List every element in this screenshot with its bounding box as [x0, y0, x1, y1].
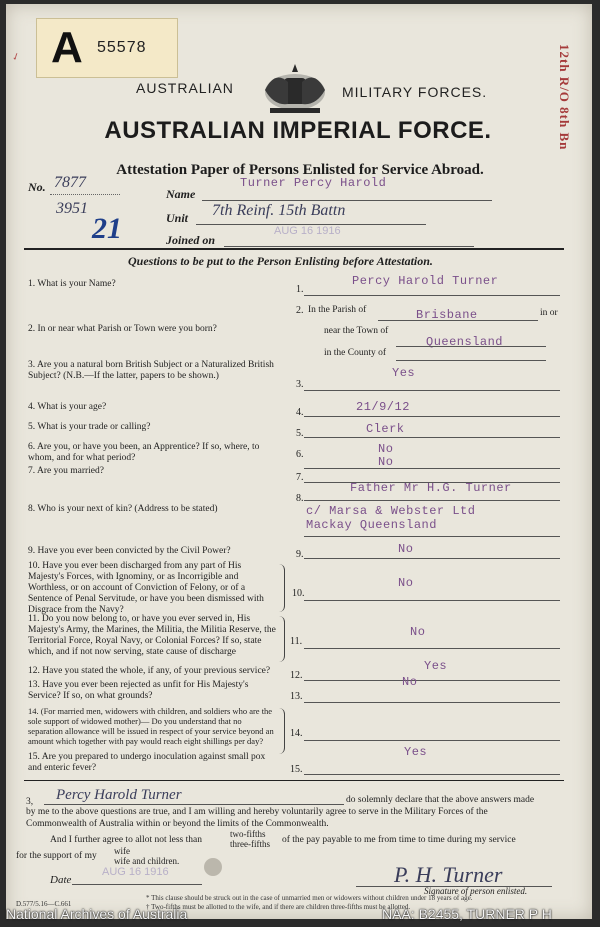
archive-stamp: [36, 18, 178, 78]
embossed-seal: [204, 858, 222, 876]
answer-1: Percy Harold Turner: [352, 274, 499, 288]
question-10: 10. Have you ever been discharged from any part of His Majesty's Forces, with Ignominy, or as Incorrigible and Worthless, or on account of Conviction of Felony, or of a Sentence of Penal Servitude, or have you been dismissed with Disgrace from the Navy?: [28, 561, 264, 615]
name-value: Turner Percy Harold: [240, 176, 387, 190]
question-1: 1. What is your Name?: [28, 279, 116, 289]
unit-label: Unit: [166, 211, 189, 225]
declaration-signer: Percy Harold Turner: [56, 787, 182, 803]
declaration-num: 3,: [26, 797, 34, 807]
name-label: Name: [166, 187, 196, 201]
joined-label: Joined on: [166, 233, 216, 247]
answer-13: No: [402, 675, 418, 689]
question-12: 12. Have you stated the whole, if any, of your previous service?: [28, 666, 271, 676]
answer-8-line3: Mackay Queensland: [306, 518, 437, 532]
document-subtitle: Attestation Paper of Persons Enlisted for Service Abroad.: [116, 162, 484, 178]
red-corner-mark: ✓: [10, 50, 23, 65]
town-label: near the Town of: [324, 326, 389, 336]
no-value-3: 21: [92, 212, 122, 245]
unit-value: 7th Reinf. 15th Battn: [212, 202, 346, 219]
document-title: AUSTRALIAN IMPERIAL FORCE.: [104, 117, 492, 144]
stamp-letter: A: [51, 23, 83, 72]
question-8: 8. Who is your next of kin? (Address to be stated): [28, 504, 218, 514]
form-code: D.577/5.16—C.661: [16, 900, 72, 908]
watermark-right: NAA: B2455, TURNER P H: [382, 906, 552, 922]
question-9: 9. Have you ever been convicted by the Civil Power?: [28, 546, 231, 556]
town-value: Queensland: [426, 335, 504, 349]
signature-label: Signature of person enlisted.: [424, 886, 528, 896]
question-6: 6. Are you, or have you been, an Apprentice? If so, where, to whom, and for what period?: [28, 442, 260, 463]
answer-11: No: [410, 625, 426, 639]
answer-5: Clerk: [366, 422, 405, 436]
question-5: 5. What is your trade or calling?: [28, 422, 151, 432]
question-3: 3. Are you a natural born British Subject or a Naturalized British Subject? (N.B.—If the latter, papers to be shown.): [28, 360, 274, 381]
answer-3: Yes: [392, 366, 416, 380]
stamp-number: 55578: [97, 39, 147, 56]
footnote-1: * This clause should be struck out in the case of unmarried men or widowers without children under 18 years of age.: [146, 894, 473, 902]
question-15: 15. Are you prepared to undergo inoculation against small pox and enteric fever?: [28, 752, 266, 773]
watermark-left: National Archives of Australia: [6, 906, 188, 922]
signature: P. H. Turner: [394, 862, 503, 887]
answer-6b: No: [378, 455, 394, 469]
answer-9: No: [398, 542, 414, 556]
no-value-2: 3951: [56, 200, 88, 217]
answer-4: 21/9/12: [356, 400, 410, 414]
answer-12: Yes: [424, 659, 448, 673]
no-label: No.: [28, 180, 46, 194]
county-label: in the County of: [324, 348, 387, 358]
date-label: Date: [50, 874, 72, 886]
parish-label: In the Parish of: [308, 305, 367, 315]
question-7: 7. Are you married?: [28, 466, 104, 476]
date-value: AUG 16 1916: [102, 866, 169, 878]
answer-8-line1: Father Mr H.G. Turner: [350, 481, 512, 495]
answer-10: No: [398, 576, 414, 590]
answer-15: Yes: [404, 745, 428, 759]
question-14: 14. (For married men, widowers with children, and soldiers who are the sole support of widowed mother)— Do you understand that no separation allowance will be issued in respect of your service beyond an amount which together with pay would reach eight shillings per day?: [28, 706, 274, 746]
answer-6: No: [378, 442, 394, 456]
coat-of-arms-icon: [260, 60, 330, 116]
question-13: 13. Have you ever been rejected as unfit for His Majesty's Service? If so, on what grounds?: [28, 680, 249, 701]
questions-heading: Questions to be put to the Person Enlisting before Attestation.: [128, 254, 433, 268]
side-handwritten-annotation: 12th R/O 8th Bn: [557, 44, 572, 151]
question-2: 2. In or near what Parish or Town were you born?: [28, 324, 217, 334]
header-military-forces: MILITARY FORCES.: [342, 84, 488, 100]
question-4: 4. What is your age?: [28, 402, 107, 412]
joined-value: AUG 16 1916: [274, 225, 341, 237]
question-11: 11. Do you now belong to, or have you ever served in, His Majesty's Army, the Marines, the Militia, the Militia Reserve, the Territorial Force, Royal Navy, or Colonial Forces? If so, state which, and if not now serving, state cause of discharge: [28, 614, 276, 657]
footnote-2: † Two-fifths must be allotted to the wife, and if there are children three-fifths must be allotted.: [146, 903, 411, 911]
header-australian: AUSTRALIAN: [136, 80, 234, 96]
answer-8-line2: c/ Marsa & Webster Ltd: [306, 504, 476, 518]
no-value: 7877: [54, 174, 86, 191]
parish-value: Brisbane: [416, 308, 478, 322]
attestation-paper: A 55578 ✓ AUSTRALIAN MILITARY FORCES. AUSTRALIAN IMPERIAL FORCE. Attestation Paper of Persons Enlisted for Service Abroad. 12th R/O 8th Bn No. 7877 3951 21 Name Turner Percy Harold Unit 7th Reinf. 15th Battn Joined on AUG 16 1916 Questions to be put to the Person Enlisting before Attestation. 1. What is your Name? 1. Percy Harold Turner 2. In or near what Parish or Town were you born? 2. In the Parish of Brisbane in or near the Town of Queensland in the County of 3. Are you a natural born British Subject or a Naturalized British Subject? (N.B.—If the latter, papers to be shown.) 3. Yes 4. What is your age? 4. 21/9/12 5. What is your trade or calling? 5. Clerk 6. Are you, or have you been, an Apprentice? If so, where, to whom, and for what period? 6. No No 7. Are you married? 7. 8. Who is your next of kin? (Address to be stated) 8. Father Mr H.G. Turner c/ Marsa & Webster Ltd Mackay Queensland 9. Have you ever been convicted by the Civil Power? 9. No 10. Have you ever been discharged from any part of His Majesty's Forces, with Ignominy, or as Incorrigible and Worthless, or on account of Conviction of Felony, or of a Sentence of Penal Servitude, or have you been dismissed with Disgrace from the Navy? 10. No 11. Do you now belong to, or have you ever served in, His Majesty's Army, the Marines, the Militia, the Militia Reserve, the Territorial Force, Royal Navy, or Colonial Forces? If so, state which, and if not now serving, state cause of discharge 11. No 12. Have you stated the whole, if any, of your previous service? 12. Yes 13. Have you ever been rejected as unfit for His Majesty's Service? If so, on what grounds? 13. No 14. (For married men, widowers with children, and soldiers who are the sole support of widowed mother)— Do you understand that no separation allowance will be issued in respect of your service beyond an amount which together with pay would reach eight shillings per day? 14. 15. Are you prepared to undergo inoculation against small pox and enteric fever? 15. Yes 3, Percy Harold Turner do solemnly declare that the above answers made by me to the above questions are true, and I am willing and hereby voluntarily agree to serve in the Military Forces of the Commonwealth of Australia within or beyond the limits of the Commonwealth. And I further agree to allot not less than two-fifths three-fifths of the pay payable to me from time to time during my service for the support of my wife wife and children. Date AUG 16 1916 P. H. Turner Signature of person enlisted. D.577/5.16—C.661 * This clause should be struck out in the case of unmarried men or widowers without children under 18 years of age. † Two-fifths must be allotted to the wife, and if there are children three-fifths must be allotted.: [6, 4, 592, 919]
